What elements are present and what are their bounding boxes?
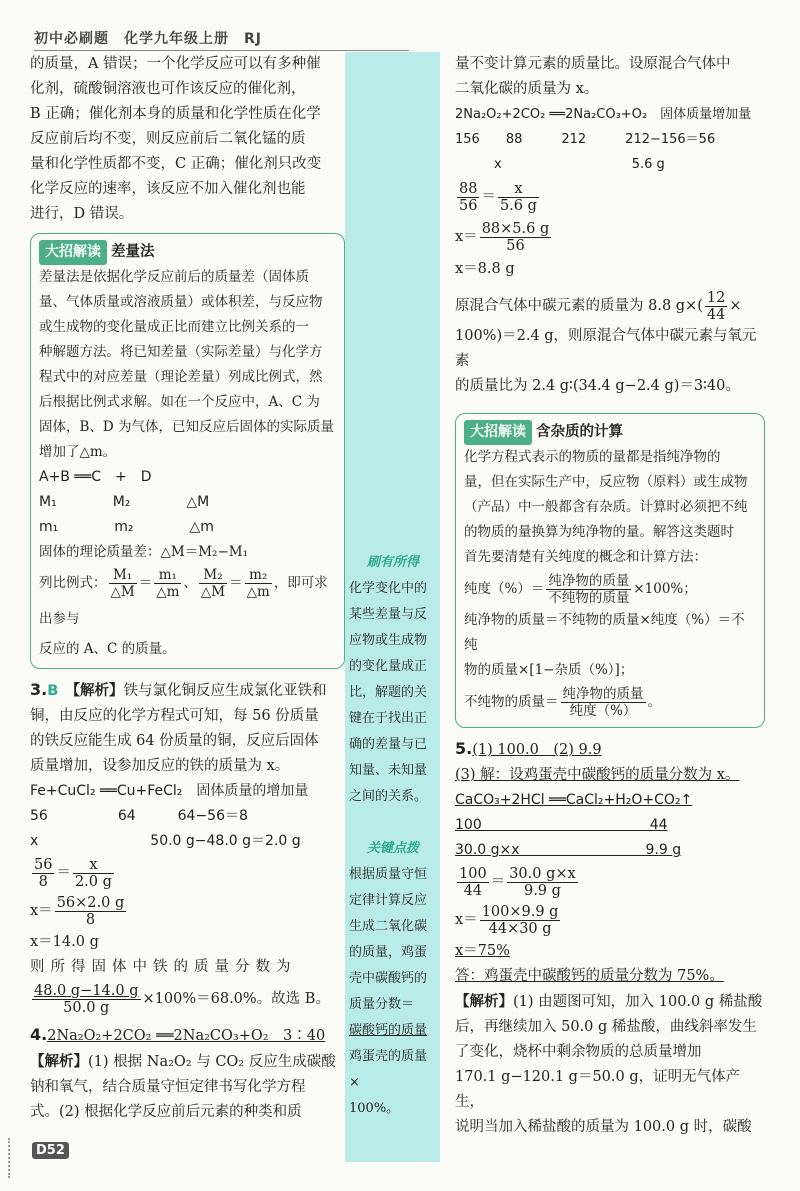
conclusion-line: 则所得固体中铁的质量分数为: [30, 959, 297, 975]
sidenote-takeaway: 刷有所得 化学变化中的 某些差量与反 应物或生成物 的变化量成正 比，解题的关 键在于找出正 确的差量与已 知量、未知量 之间的关系。: [349, 550, 437, 810]
solve-step: x＝ $\frac{100\times 9.9 g}{44\times 30 g}$: [455, 903, 559, 937]
theory-difference: 固体的理论质量差：△M＝M₂−M₁: [39, 544, 248, 560]
equation-line: CaCO₃+2HCl ══CaCl₂+H₂O+CO₂↑: [455, 792, 693, 808]
analysis-line: 说明当加入稀盐酸的质量为 100.0 g 时，碳酸: [455, 1119, 752, 1135]
analysis-line: 式。(2) 根据化学反应前后元素的种类和质: [30, 1104, 302, 1120]
question-number: 4.: [30, 1025, 48, 1044]
analysis-line: 铜，由反应的化学方程式可知，每 56 份质量: [30, 708, 319, 724]
question-3: 3.B 【解析】铁与氯化铜反应生成氯化亚铁和 铜，由反应的化学方程式可知，每 56 份质量 的铁反应能生成 64 份质量的铜，反应后固体 质量增加，设参加反应的铁的质量为 x。 Fe+CuCl₂ ══Cu+FeCl₂ 固体质量的增加量 56 64 64−56＝8 x 50.0 g−48.0 g＝2.0 g $\frac{56}{8}$ ＝ $\frac{x}{2.0 g}$ x＝ $\frac{56\times 2.0 g}{8}$ x＝14.0 g 则所得固体中铁的质量分数为 $\frac{48.0 g-14.0 g}{50.0 g}$ ×100%＝68.0%。故选 B。: [30, 677, 345, 1018]
tip-box-subtitle: 含杂质的计算: [536, 424, 623, 440]
text-line: 量不变计算元素的质量比。设原混合气体中: [455, 56, 731, 72]
question-4: 4.2Na₂O₂+2CO₂ ══2Na₂CO₃+O₂ 3∶40 【解析】(1) 根据 Na₂O₂ 与 CO₂ 反应生成碳酸 钠和氧气，结合质量守恒定律书写化学方程 式。(2) 根据化学反应前后元素的种类和质: [30, 1022, 345, 1125]
tip-line: 或生成物的变化量成正比而建立比例关系的一: [39, 319, 309, 335]
analysis-line: 了变化，烧杯中剩余物质的总质量增加: [455, 1044, 702, 1060]
tip-box-head: 大招解读: [464, 420, 532, 445]
question-number: 5.: [455, 739, 473, 758]
tip-line: 差量法是依据化学反应前后的质量差（固体质: [39, 269, 309, 285]
tip-line: 程式中的对应差量（理论差量）列成比例式，然: [39, 369, 323, 385]
header-title: 初中必刷题 化学九年级上册 RJ: [34, 31, 262, 47]
tip-line: 首先要清楚有关纯度的概念和计算方法：: [464, 549, 707, 565]
equation-line: m₁ m₂ △m: [39, 519, 214, 535]
answer-3: (3) 解：设鸡蛋壳中碳酸钙的质量分数为 x。: [455, 767, 740, 783]
tip-line: 种解题方法。将已知差量（实际差量）与化学方: [39, 344, 323, 360]
answer-1-2: (1) 100.0 (2) 9.9: [472, 742, 602, 758]
text-line: 的质量比为 2.4 g∶(34.4 g−2.4 g)＝3∶40。: [455, 378, 740, 394]
tip-box-impurity: [455, 413, 765, 728]
analysis-tag: 【解析】: [30, 1053, 88, 1070]
intro-line: B 正确；催化剂本身的质量和化学性质在化学: [30, 106, 321, 122]
equation-line: A+B ══C + D: [39, 469, 152, 485]
intro-line: 反应前后均不变，则反应前后二氧化锰的质: [30, 131, 306, 147]
equation-line: x 50.0 g−48.0 g＝2.0 g: [30, 833, 301, 849]
left-column: [30, 52, 345, 1125]
intro-line: 化学反应的速率，该反应不加入催化剂也能: [30, 181, 306, 197]
fraction: $\frac{\text{m₂}}{\triangle m}$: [246, 567, 270, 600]
proportion: $\frac{56}{8}$ ＝ $\frac{x}{2.0 g}$: [34, 856, 112, 890]
equation-line: Fe+CuCl₂ ══Cu+FeCl₂ 固体质量的增加量: [30, 783, 309, 799]
solve-step: x＝ $\frac{88\times 5.6 g}{56}$: [455, 220, 550, 254]
sidenote-keypoint: 关键点拨 根据质量守恒 定律计算反应 生成二氧化碳 的质量，鸡蛋 壳中碳酸钙的 质量分数＝ 碳酸钙的质量 鸡蛋壳的质量× 100%。: [349, 836, 437, 1122]
fraction: $\frac{\text{M₂}}{\triangle M}$: [200, 567, 226, 600]
question-5: 5.(1) 100.0 (2) 9.9 (3) 解：设鸡蛋壳中碳酸钙的质量分数为 x。 CaCO₃+2HCl ══CaCl₂+H₂O+CO₂↑ 100 44 30.0 g×x 9.9 g $\frac{100}{44}$ ＝ $\frac{30.0 g\times x}{9.9 g}$ x＝ $\frac{100\times 9.9 g}{44\times 30 g}$ x＝75% 答：鸡蛋壳中碳酸钙的质量分数为 75%。 【解析】(1) 由题图可知，加入 100.0 g 稀盐酸 后，再继续加入 50.0 g 稀盐酸，曲线斜率发生 了变化，烧杯中剩余物质的总质量增加 170.1 g−120.1 g＝50.0 g，证明无气体产生， 说明当加入稀盐酸的质量为 100.0 g 时，碳酸: [455, 736, 765, 1140]
answer-letter: B: [47, 683, 59, 699]
tip-line: （产品）中一般都含有杂质。计算时必须把不纯: [464, 499, 748, 515]
result: x＝75%: [455, 943, 510, 959]
text-line: 100%)＝2.4 g，则原混合气体中碳元素与氧元素: [455, 328, 757, 369]
analysis-line: 的铁反应能生成 64 份质量的铜，反应后固体: [30, 733, 319, 749]
tip-line: 固体，B、D 为气体，已知反应后固体的实际质量: [39, 419, 335, 435]
question-number: 3.: [30, 680, 48, 699]
tip-line: 化学方程式表示的物质的量都是指纯净物的: [464, 449, 721, 465]
equation-line: M₁ M₂ △M: [39, 494, 210, 510]
sidenote-title: 刷有所得: [366, 555, 419, 570]
tip-line: 量，但在实际生产中，反应物（原料）或生成物: [464, 474, 748, 490]
analysis-line: 后，再继续加入 50.0 g 稀盐酸，曲线斜率发生: [455, 1019, 757, 1035]
tip-box-head: 大招解读: [39, 240, 107, 265]
fraction: $\frac{\text{M₁}}{\triangle M}$: [110, 567, 135, 600]
intro-line: 量和化学性质都不变，C 正确；催化剂只改变: [30, 156, 322, 172]
purity-formula: 纯度（%）＝ $\frac{\text{纯净物的质量}}{\text{不纯物的质量}}$ ×100%；: [464, 573, 697, 606]
result: x＝8.8 g: [455, 261, 515, 277]
text-line: 二氧化碳的质量为 x。: [455, 81, 599, 97]
intro-line: 化剂，硫酸铜溶液也可作该反应的催化剂，: [30, 81, 306, 97]
tip-line: 后根据比例式求解。如在一个反应中，A、C 为: [39, 394, 320, 410]
mass-fraction: $\frac{48.0 g-14.0 g}{50.0 g}$ ×100%＝68.0%。故选 B。: [34, 982, 330, 1016]
tip-line: 增加了△m。: [39, 444, 117, 460]
tip-box-difference-method: [30, 233, 345, 669]
intro-line: 的质量，A 错误；一个化学反应可以有多种催: [30, 56, 321, 72]
tip-line: 的物质的量换算为纯净物的量。解答这类题时: [464, 524, 734, 540]
sidenote-title: 关键点拨: [366, 841, 419, 856]
analysis-tag: 【解析】: [72, 682, 124, 699]
analysis-line: 质量增加，设参加反应的铁的质量为 x。: [30, 758, 290, 774]
tip-line: 纯净物的质量＝不纯物的质量×纯度（%）＝不纯: [464, 612, 745, 653]
right-column: [455, 52, 765, 1140]
tip-box-subtitle: 差量法: [111, 244, 155, 260]
proportion: $\frac{100}{44}$ ＝ $\frac{30.0 g\times x}{9.9 g}$: [459, 865, 576, 899]
equation-line: 100 44: [455, 817, 668, 833]
solve-step: x＝ $\frac{56\times 2.0 g}{8}$: [30, 894, 125, 928]
carbon-mass: 原混合气体中碳元素的质量为 8.8 g×( $\frac{12}{44}$ ×: [455, 289, 742, 323]
equation-line: 2Na₂O₂+2CO₂ ══2Na₂CO₃+O₂ 固体质量增加量: [455, 107, 752, 122]
tip-box-body: [39, 265, 336, 662]
margin-dots: [8, 1138, 30, 1178]
impure-formula: 不纯物的质量＝ $\frac{\text{纯净物的质量}}{\text{纯度（\%）}}$ 。: [464, 686, 661, 719]
tip-line: 反应的 A、C 的质量。: [39, 641, 176, 657]
analysis-line: 钠和氧气，结合质量守恒定律书写化学方程: [30, 1079, 306, 1095]
equation-line: 30.0 g×x 9.9 g: [455, 842, 682, 858]
analysis-line: 170.1 g−120.1 g＝50.0 g，证明无气体产生，: [455, 1069, 741, 1110]
equation-line: 56 64 64−56＝8: [30, 808, 248, 824]
tip-box-body: [464, 445, 756, 721]
analysis-tag: 【解析】: [455, 993, 513, 1010]
tip-line: 量、气体质量或溶液质量）或体积差，与反应物: [39, 294, 323, 310]
page-number: D52: [32, 1142, 69, 1159]
ratio-formula: 列比例式： $\frac{\text{M₁}}{\triangle M}$ ＝ $\frac{\text{m₁}}{\triangle m}$ 、 $\frac{\text{M₂}}{\triangle M}$ ＝ $\frac{\text{m₂}}{\triangle m}$ ，即可求出参与: [39, 567, 328, 627]
equation-line: 156 88 212 212−156＝56: [455, 132, 716, 147]
running-header: [34, 28, 262, 48]
equation-line: x 5.6 g: [455, 157, 665, 172]
tip-line: 物的质量×[1−杂质（%）]；: [464, 662, 634, 678]
final-answer: 答：鸡蛋壳中碳酸钙的质量分数为 75%。: [455, 968, 724, 984]
answer-equation: 2Na₂O₂+2CO₂ ══2Na₂CO₃+O₂ 3∶40: [47, 1028, 326, 1044]
result: x＝14.0 g: [30, 934, 99, 950]
fraction: $\frac{\text{m₁}}{\triangle m}$: [156, 567, 180, 600]
header-rule: [34, 50, 409, 51]
intro-line: 进行，D 错误。: [30, 206, 134, 222]
proportion: $\frac{88}{56}$ ＝ $\frac{x}{5.6 g}$: [459, 180, 537, 214]
